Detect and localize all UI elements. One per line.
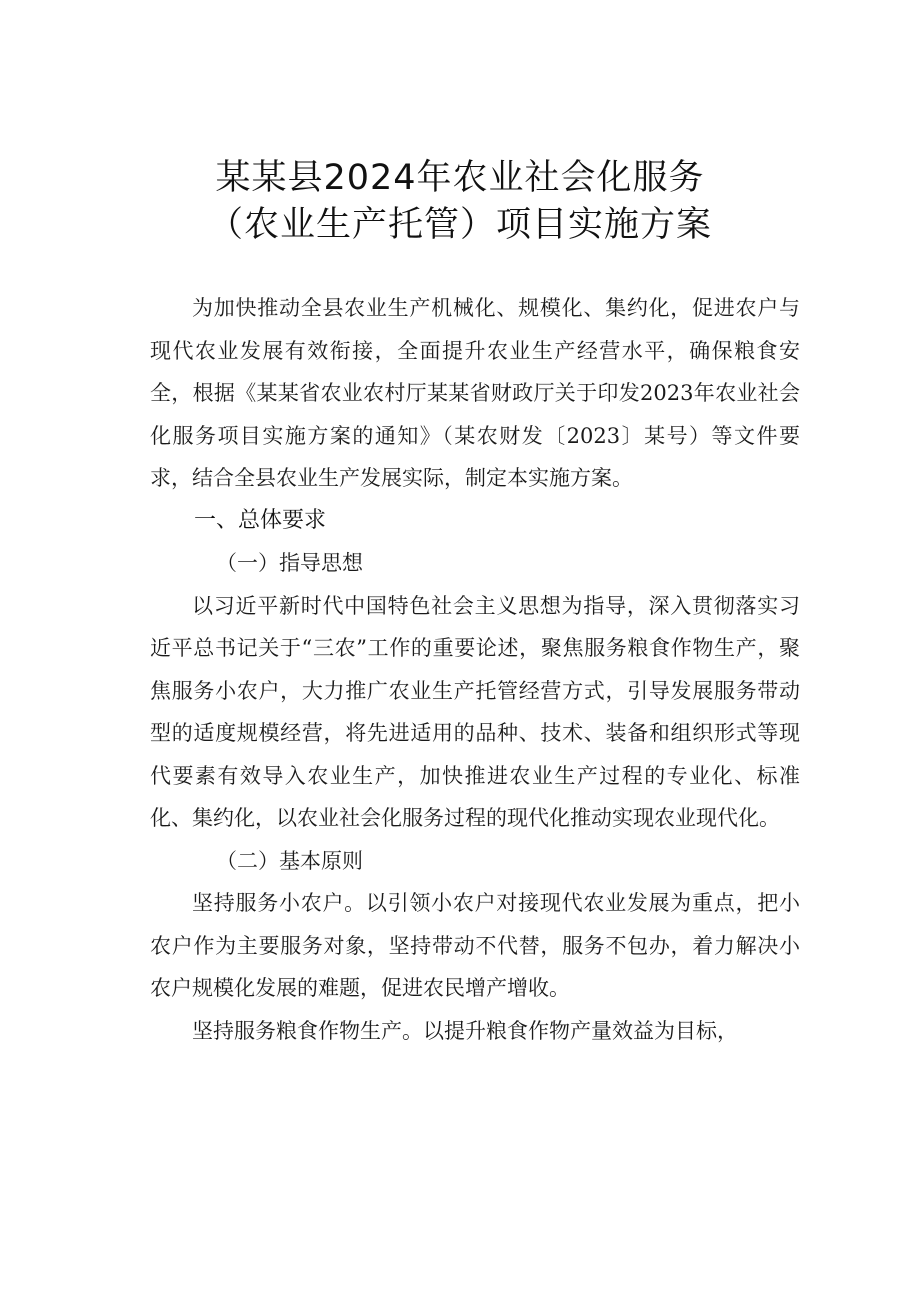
document-body [150,287,800,1052]
intro-paragraph: 为加快推动全县农业生产机械化、规模化、集约化，促进农户与现代农业发展有效衔接，全面提升农业生产经营水平，确保粮食安全，根据《某某省农业农村厅某某省财政厅关于印发2023年农业社会化服务项目实施方案的通知》（某农财发〔2023〕某号）等文件要求，结合全县农业生产发展实际，制定本实施方案。 [150,296,800,490]
document-title-line-2: （农业生产托管）项目实施方案 [207,205,712,245]
document-title-line-1: 某某县2024年农业社会化服务 [215,158,705,198]
guiding-ideology-paragraph: 以习近平新时代中国特色社会主义思想为指导，深入贯彻落实习近平总书记关于“三农”工作的重要论述，聚焦服务粮食作物生产，聚焦服务小农户，大力推广农业生产托管经营方式，引导发展服务带动型的适度规模经营，将先进适用的品种、技术、装备和组织形式等现代要素有效导入农业生产，加快推进农业生产过程的专业化、标准化、集约化，以农业社会化服务过程的现代化推动实现农业现代化。 [150,593,800,830]
principle-paragraph-grain-crops: 坚持服务粮食作物生产。以提升粮食作物产量效益为目标， [192,1018,738,1043]
subsection-heading-guiding-ideology: （一）指导思想 [216,551,363,575]
subsection-heading-basic-principles: （二）基本原则 [216,848,363,873]
section-heading-general-requirements: 一、总体要求 [194,507,327,533]
principle-paragraph-small-farmers: 坚持服务小农户。以引领小农户对接现代农业发展为重点，把小农户作为主要服务对象，坚持带动不代替，服务不包办，着力解决小农户规模化发展的难题，促进农民增产增收。 [150,891,800,1000]
